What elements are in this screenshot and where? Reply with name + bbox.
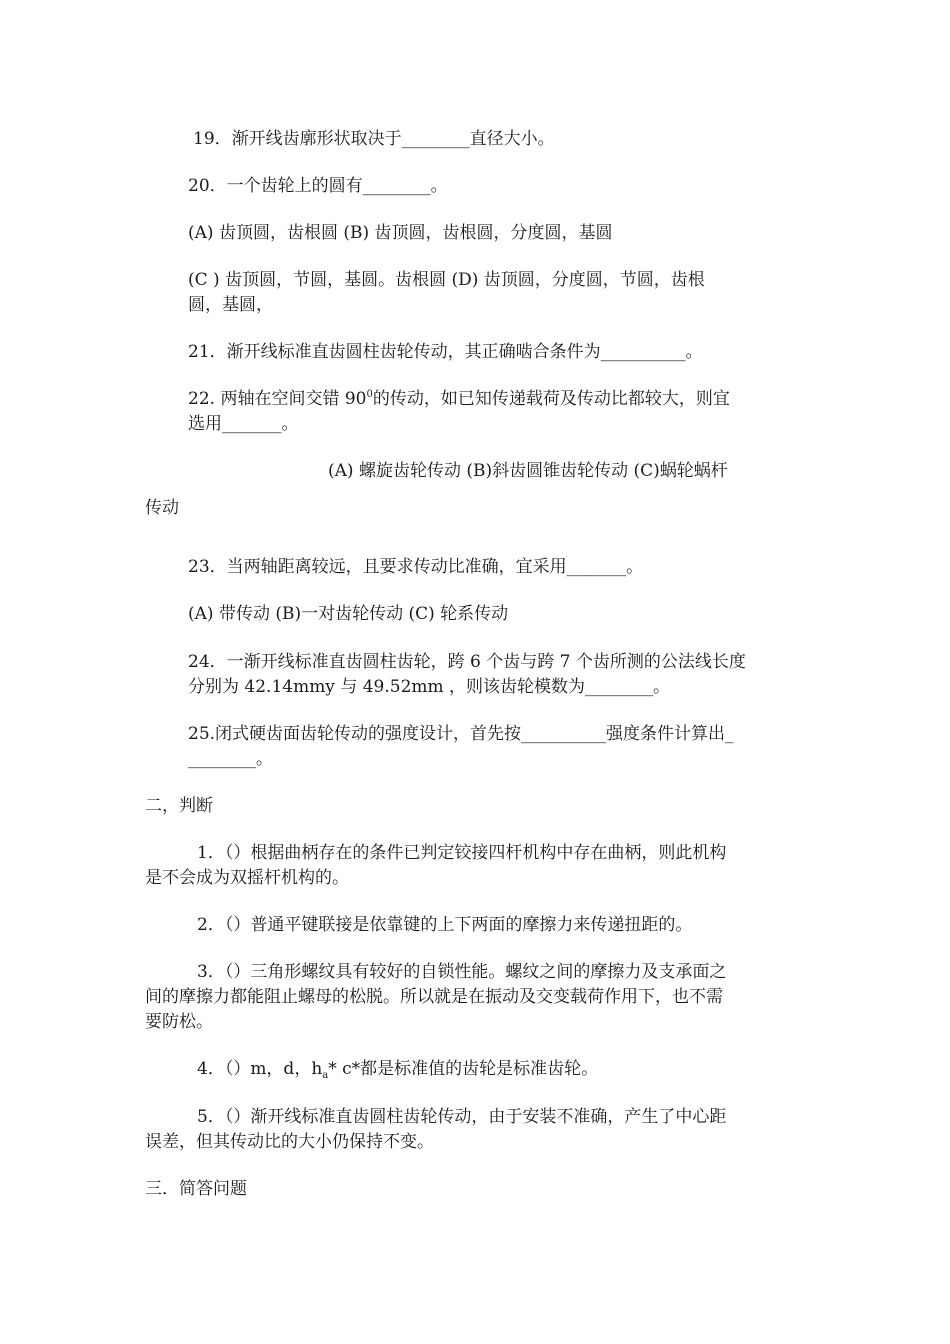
judgment-1-cont: 是不会成为双摇杆机构的。: [145, 868, 349, 888]
q22-text-post: 的传动，如已知传递载荷及传动比都较大，则宜: [372, 389, 730, 409]
section-short-answer-title: 三．简答问题: [145, 1179, 247, 1199]
q24-cont: 分别为 42.14mmy 与 49.52mm ，则该齿轮模数为________。: [188, 677, 671, 697]
q22: [188, 388, 730, 413]
judgment-4: [197, 1058, 598, 1083]
q24: 24．一渐开线标准直齿圆柱齿轮，跨 6 个齿与跨 7 个齿所测的公法线长度: [188, 652, 746, 672]
q25-cont: ________。: [188, 749, 273, 769]
q20-options-ab: (A) 齿顶圆，齿根圆 (B) 齿顶圆，齿根圆，分度圆，基圆: [188, 223, 613, 243]
q23: 23．当两轴距离较远，且要求传动比准确，宜采用_______。: [188, 557, 644, 577]
q20-options-cd-cont: 圆，基圆，: [188, 295, 273, 315]
judgment-2: 2．（）普通平键联接是依靠键的上下两面的摩擦力来传递扭距的。: [197, 915, 693, 935]
q25: 25.闭式硬齿面齿轮传动的强度设计，首先按__________强度条件计算出_: [188, 724, 734, 744]
judgment-4-post: * c*都是标准值的齿轮是标准齿轮。: [328, 1059, 599, 1079]
judgment-5-cont: 误差，但其传动比的大小仍保持不变。: [145, 1132, 434, 1152]
q22-cont: 选用_______。: [188, 414, 299, 434]
q22-options: (A) 螺旋齿轮传动 (B)斜齿圆锥齿轮传动 (C)蜗轮蜗杆: [328, 461, 728, 481]
q22-options-cont: 传动: [145, 498, 179, 518]
judgment-1: 1．（）根据曲柄存在的条件已判定铰接四杆机构中存在曲柄，则此机构: [197, 843, 727, 863]
judgment-3-cont2: 要防松。: [145, 1012, 213, 1032]
q20-options-cd: (C ) 齿顶圆，节圆，基圆。齿根圆 (D) 齿顶圆，分度圆，节圆，齿根: [188, 270, 705, 290]
q21: 21．渐开线标准直齿圆柱齿轮传动，其正确啮合条件为__________。: [188, 342, 703, 362]
degree-superscript: 0: [366, 389, 373, 400]
judgment-3-cont: 间的摩擦力都能阻止螺母的松脱。所以就是在振动及交变载荷作用下，也不需: [145, 987, 723, 1007]
q22-text-pre: 22. 两轴在空间交错 90: [188, 389, 367, 409]
section-judgment-title: 二，判断: [145, 796, 213, 816]
judgment-3: 3．（）三角形螺纹具有较好的自锁性能。螺纹之间的摩擦力及支承面之: [197, 962, 727, 982]
q20: 20．一个齿轮上的圆有________。: [188, 176, 448, 196]
q23-options: (A) 带传动 (B)一对齿轮传动 (C) 轮系传动: [188, 604, 509, 624]
judgment-5: 5．（）渐开线标准直齿圆柱齿轮传动，由于安装不准确，产生了中心距: [197, 1107, 727, 1127]
q19: 19．渐开线齿廓形状取决于________直径大小。: [193, 129, 555, 149]
judgment-4-pre: 4．（）m，d，h: [197, 1059, 323, 1079]
ha-subscript: a: [322, 1070, 329, 1081]
